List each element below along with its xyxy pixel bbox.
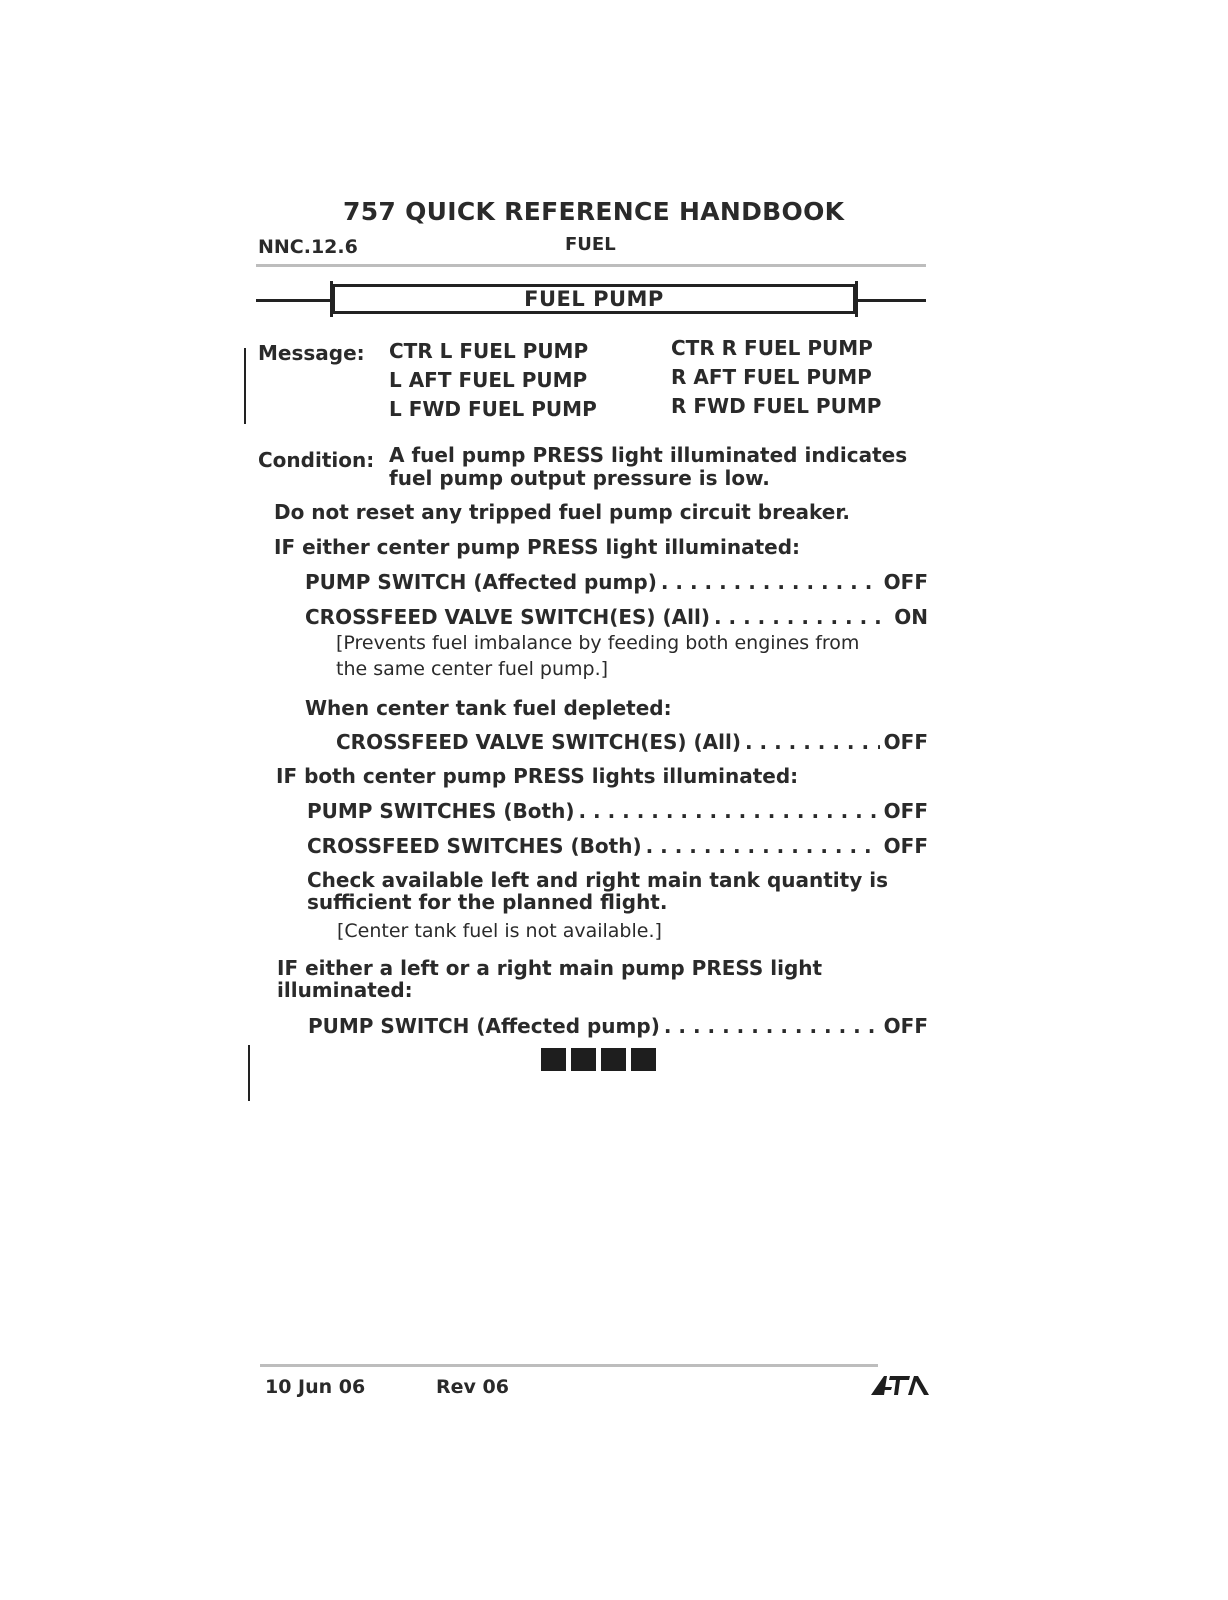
note-line-1: [Prevents fuel imbalance by feeding both engines from bbox=[336, 632, 860, 654]
message-right-1: CTR R FUEL PUMP bbox=[671, 336, 873, 360]
step-action: OFF bbox=[883, 1014, 928, 1038]
check-line-1: Check available left and right main tank quantity is bbox=[307, 868, 888, 892]
end-of-checklist-icon bbox=[541, 1048, 656, 1071]
change-bar-bottom bbox=[248, 1045, 250, 1101]
chapter-label: FUEL bbox=[565, 234, 616, 255]
leader-dots bbox=[714, 605, 890, 629]
step-action: OFF bbox=[883, 730, 928, 754]
step-crossfeed-valve-on bbox=[305, 605, 928, 629]
message-right-3: R FWD FUEL PUMP bbox=[671, 394, 882, 418]
step-action: ON bbox=[894, 605, 928, 629]
step-label: PUMP SWITCHES (Both) bbox=[307, 799, 575, 823]
footer-rule bbox=[260, 1364, 878, 1367]
message-left-3: L FWD FUEL PUMP bbox=[389, 397, 597, 421]
step-crossfeed-switches-both bbox=[307, 834, 928, 858]
leader-dots bbox=[661, 570, 880, 594]
step-label: CROSSFEED VALVE SWITCH(ES) (All) bbox=[336, 730, 741, 754]
if-center-both-condition: IF both center pump PRESS lights illuminated: bbox=[276, 764, 799, 788]
checklist-title-box bbox=[332, 284, 856, 314]
if-main-condition-line-2: illuminated: bbox=[277, 978, 413, 1002]
step-action: OFF bbox=[883, 570, 928, 594]
leader-dots bbox=[646, 834, 880, 858]
leader-dots bbox=[664, 1014, 880, 1038]
message-label: Message: bbox=[258, 341, 365, 365]
end-mark-square bbox=[571, 1048, 596, 1071]
check-line-2: sufficient for the planned flight. bbox=[307, 890, 668, 914]
message-left-2: L AFT FUEL PUMP bbox=[389, 368, 588, 392]
message-right-2: R AFT FUEL PUMP bbox=[671, 365, 872, 389]
checklist-title: FUEL PUMP bbox=[524, 287, 664, 311]
title-bar-right-line bbox=[856, 299, 926, 302]
footer-date: 10 Jun 06 bbox=[265, 1376, 366, 1398]
step-crossfeed-valve-off bbox=[336, 730, 928, 754]
leader-dots bbox=[745, 730, 880, 754]
footer-revision: Rev 06 bbox=[436, 1376, 509, 1398]
section-code: NNC.12.6 bbox=[258, 236, 358, 258]
step-label: PUMP SWITCH (Affected pump) bbox=[305, 570, 657, 594]
end-mark-square bbox=[541, 1048, 566, 1071]
condition-line-1: A fuel pump PRESS light illuminated indicates bbox=[389, 443, 908, 467]
end-mark-square bbox=[601, 1048, 626, 1071]
step-action: OFF bbox=[883, 799, 928, 823]
ata-logo-icon bbox=[870, 1373, 930, 1401]
title-bar-left-line bbox=[256, 299, 332, 302]
step-pump-switch-affected bbox=[305, 570, 928, 594]
leader-dots bbox=[578, 799, 879, 823]
step-label: PUMP SWITCH (Affected pump) bbox=[308, 1014, 660, 1038]
if-center-single-condition: IF either center pump PRESS light illuminated: bbox=[274, 535, 801, 559]
handbook-title: 757 QUICK REFERENCE HANDBOOK bbox=[343, 197, 845, 226]
note-line-2: the same center fuel pump.] bbox=[336, 658, 609, 680]
condition-label: Condition: bbox=[258, 448, 375, 472]
condition-line-2: fuel pump output pressure is low. bbox=[389, 466, 770, 490]
step-main-pump-switch-affected bbox=[308, 1014, 928, 1038]
message-left-1: CTR L FUEL PUMP bbox=[389, 339, 589, 363]
when-depleted-condition: When center tank fuel depleted: bbox=[305, 696, 672, 720]
step-action: OFF bbox=[883, 834, 928, 858]
step-label: CROSSFEED SWITCHES (Both) bbox=[307, 834, 642, 858]
caution-text: Do not reset any tripped fuel pump circuit breaker. bbox=[274, 500, 850, 524]
step-pump-switches-both bbox=[307, 799, 928, 823]
header-rule bbox=[256, 264, 926, 267]
if-main-condition-line-1: IF either a left or a right main pump PRESS light bbox=[277, 956, 823, 980]
end-mark-square bbox=[631, 1048, 656, 1071]
change-bar-top bbox=[244, 348, 246, 424]
center-tank-note: [Center tank fuel is not available.] bbox=[337, 920, 662, 942]
step-label: CROSSFEED VALVE SWITCH(ES) (All) bbox=[305, 605, 710, 629]
